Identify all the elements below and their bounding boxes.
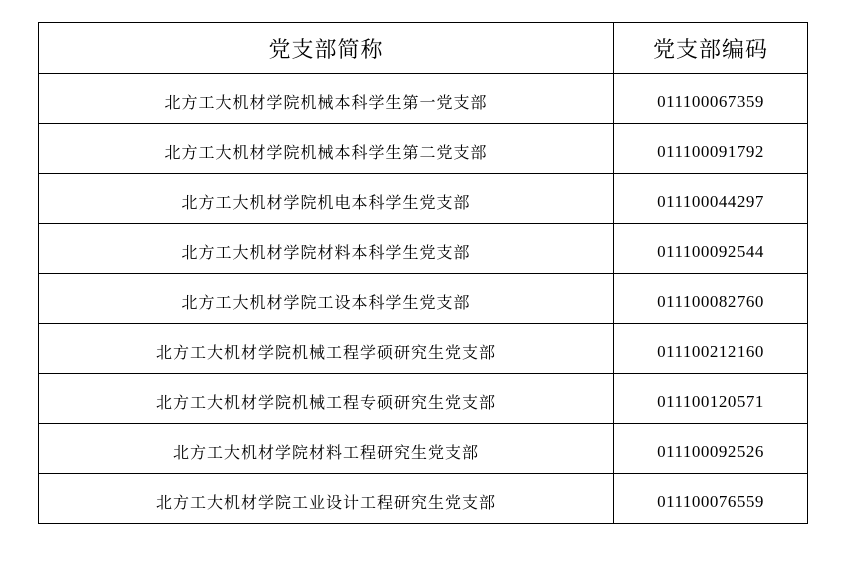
table-row [39, 374, 808, 424]
branch-code-cell: 011100067359 [614, 74, 808, 124]
branch-name-cell: 北方工大机材学院机械本科学生第一党支部 [39, 74, 614, 124]
column-header-branch-name: 党支部简称 [39, 23, 614, 74]
branch-code-cell: 011100082760 [614, 274, 808, 324]
table-row [39, 274, 808, 324]
branch-name-cell: 北方工大机材学院机械工程学硕研究生党支部 [39, 324, 614, 374]
table-header [39, 23, 808, 74]
table-row [39, 124, 808, 174]
branch-name-cell: 北方工大机材学院机械工程专硕研究生党支部 [39, 374, 614, 424]
branch-code-cell: 011100092526 [614, 424, 808, 474]
table-row [39, 324, 808, 374]
branch-code-cell: 011100091792 [614, 124, 808, 174]
branch-code-cell: 011100120571 [614, 374, 808, 424]
table-row [39, 424, 808, 474]
branch-name-cell: 北方工大机材学院材料工程研究生党支部 [39, 424, 614, 474]
branch-code-cell: 011100092544 [614, 224, 808, 274]
table-body [39, 74, 808, 524]
branch-code-cell: 011100076559 [614, 474, 808, 524]
column-header-branch-code: 党支部编码 [614, 23, 808, 74]
party-branch-table [38, 22, 808, 524]
table-row [39, 74, 808, 124]
branch-code-cell: 011100212160 [614, 324, 808, 374]
branch-code-cell: 011100044297 [614, 174, 808, 224]
branch-name-cell: 北方工大机材学院机电本科学生党支部 [39, 174, 614, 224]
branch-name-cell: 北方工大机材学院工业设计工程研究生党支部 [39, 474, 614, 524]
table-row [39, 474, 808, 524]
table-row [39, 224, 808, 274]
table-row [39, 174, 808, 224]
branch-name-cell: 北方工大机材学院工设本科学生党支部 [39, 274, 614, 324]
branch-name-cell: 北方工大机材学院材料本科学生党支部 [39, 224, 614, 274]
header-row [39, 23, 808, 74]
branch-name-cell: 北方工大机材学院机械本科学生第二党支部 [39, 124, 614, 174]
